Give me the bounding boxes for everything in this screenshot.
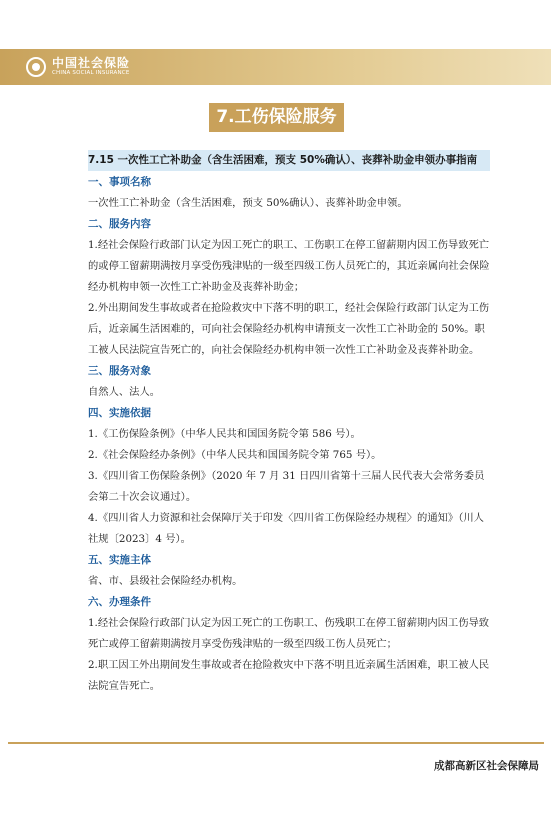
section-paragraph: 自然人、法人。 [88, 386, 161, 398]
sections [88, 172, 490, 697]
logo [26, 56, 130, 78]
section-paragraph: 省、市、县级社会保险经办机构。 [88, 575, 243, 587]
section-paragraph: 2.职工因工外出期间发生事故或者在抢险救灾中下落不明且近亲属生活困难，职工被人民法院宣告死亡。 [88, 659, 490, 692]
section-heading: 一、事项名称 [88, 176, 151, 188]
section-paragraph: 2.《社会保险经办条例》（中华人民共和国国务院令第 765 号）。 [88, 449, 382, 461]
logo-text [52, 57, 130, 77]
section-title: 7.工伤保险服务 [209, 103, 344, 132]
logo-cn: 中国社会保险 [52, 56, 131, 71]
section-heading: 二、服务内容 [88, 218, 151, 230]
logo-emblem-icon [26, 57, 46, 77]
section-paragraph: 1.经社会保险行政部门认定为因工死亡的职工、工伤职工在停工留薪期内因工伤导致死亡的或停工留薪期满按月享受伤残津贴的一级至四级工伤人员死亡的，其近亲属向社会保险经办机构申领一次性工亡补助金及丧葬补助金； [88, 239, 490, 293]
section-heading: 四、实施依据 [88, 407, 151, 419]
footer-text: 成都高新区社会保障局 [434, 760, 539, 772]
doc-title: 7.15 一次性工亡补助金（含生活困难，预支 50%确认）、丧葬补助金申领办事指南 [88, 150, 490, 171]
section-paragraph: 2.外出期间发生事故或者在抢险救灾中下落不明的职工，经社会保险行政部门认定为工伤后，近亲属生活困难的，可向社会保险经办机构申请预支一次性工亡补助金的 50%。职工被人民法院宣告死亡的，向社会保险经办机构申领一次性工亡补助金及丧葬补助金。 [88, 302, 490, 356]
section-paragraph: 1.《工伤保险条例》（中华人民共和国国务院令第 586 号）。 [88, 428, 361, 440]
section-paragraph: 1.经社会保险行政部门认定为因工死亡的工伤职工、伤残职工在停工留薪期内因工伤导致死亡或停工留薪期满按月享受伤残津贴的一级至四级工伤人员死亡； [88, 617, 490, 650]
logo-en: CHINA SOCIAL INSURANCE [52, 70, 130, 77]
section-paragraph: 一次性工亡补助金（含生活困难，预支 50%确认）、丧葬补助金申领。 [88, 197, 408, 209]
section-heading: 六、办理条件 [88, 596, 151, 608]
footer-divider [8, 742, 544, 744]
section-paragraph: 4.《四川省人力资源和社会保障厅关于印发〈四川省工伤保险经办规程〉的通知》（川人社规〔2023〕4 号）。 [88, 512, 484, 545]
section-heading: 五、实施主体 [88, 554, 151, 566]
document-body [88, 150, 490, 697]
section-paragraph: 3.《四川省工伤保险条例》（2020 年 7 月 31 日四川省第十三届人民代表大会常务委员会第二十次会议通过）。 [88, 470, 485, 503]
section-heading: 三、服务对象 [88, 365, 151, 377]
